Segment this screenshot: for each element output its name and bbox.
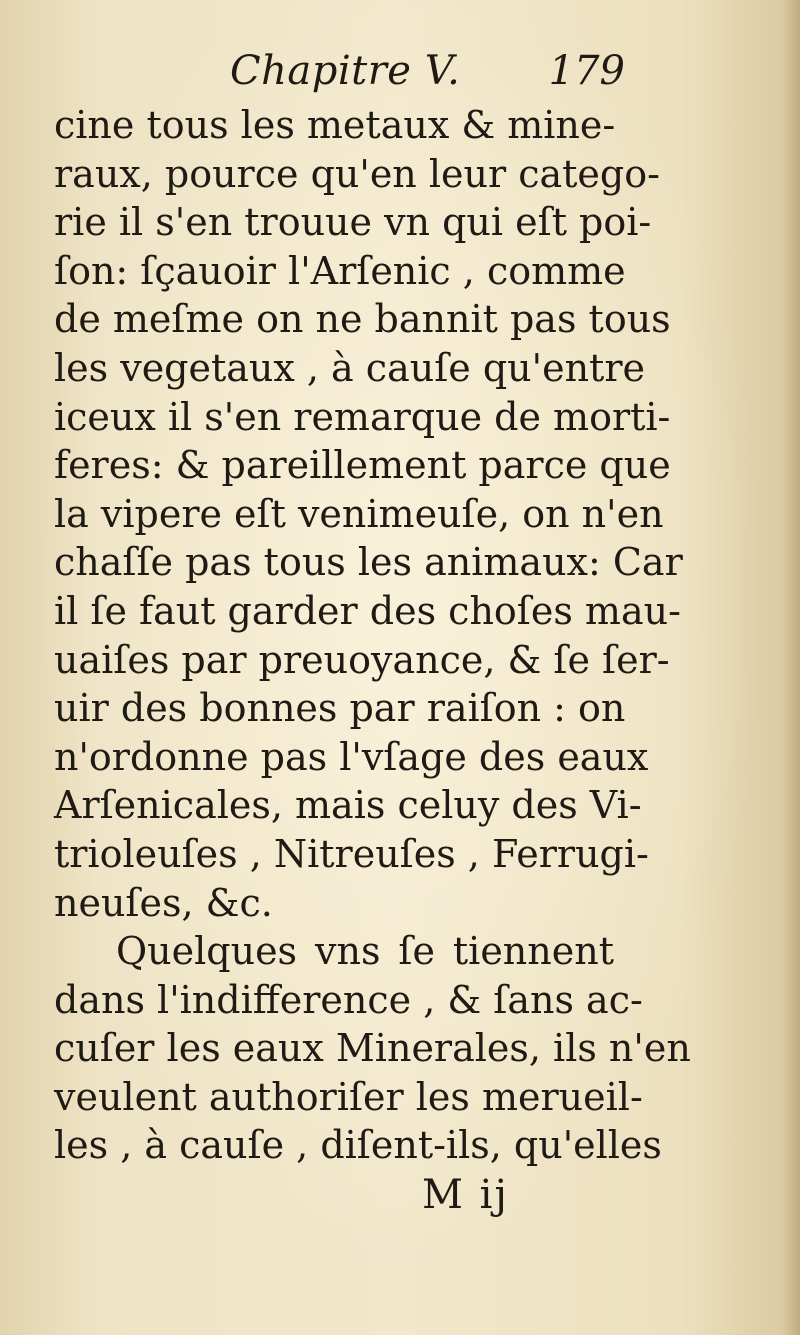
text-line: dans l'indifference , & ſans ac- (54, 977, 643, 1022)
body-text (54, 101, 691, 1170)
text-line: les vegetaux , à cauſe qu'entre (54, 345, 645, 390)
text-line: raux, pource qu'en leur catego- (54, 151, 660, 196)
text-line: iceux il s'en remarque de morti- (54, 394, 671, 439)
text-line: les , à cauſe , diſent-ils, qu'elles (54, 1123, 662, 1168)
text-line: veulent authoriſer les merueil- (54, 1074, 643, 1119)
page-edge-shadow (782, 0, 800, 1335)
text-line: de meſme on ne bannit pas tous (54, 297, 671, 342)
text-line: Arſenicales, mais celuy des Vi- (54, 783, 642, 828)
text-line: uaiſes par preuoyance, & ſe ſer- (54, 637, 670, 682)
text-line: il ſe faut garder des choſes mau- (54, 588, 681, 633)
text-line: cine tous les metaux & mine- (54, 103, 616, 147)
text-line: cuſer les eaux Minerales, ils n'en (54, 1026, 691, 1071)
text-line: neuſes, &c. (54, 880, 273, 925)
paragraph-start-line: Quelques vns ſe tiennent (116, 929, 614, 974)
text-line: trioleuſes , Nitreuſes , Ferrugi- (54, 831, 649, 876)
text-line: ſon: ſçauoir l'Arſenic , comme (54, 248, 626, 293)
text-line: feres: & pareillement parce que (54, 443, 671, 488)
running-head (230, 48, 625, 98)
chapter-title: Chapitre V. (230, 48, 461, 94)
text-line: rie il s'en trouue vn qui eſt poi- (54, 200, 652, 245)
text-line: chaſſe pas tous les animaux: Car (54, 540, 683, 585)
text-line: uir des bonnes par raiſon : on (54, 686, 626, 731)
text-line: la vipere eſt venimeuſe, on n'en (54, 491, 664, 536)
signature-mark: M ij (422, 1172, 509, 1218)
text-line: n'ordonne pas l'vſage des eaux (54, 734, 649, 779)
page-number: 179 (548, 48, 625, 94)
